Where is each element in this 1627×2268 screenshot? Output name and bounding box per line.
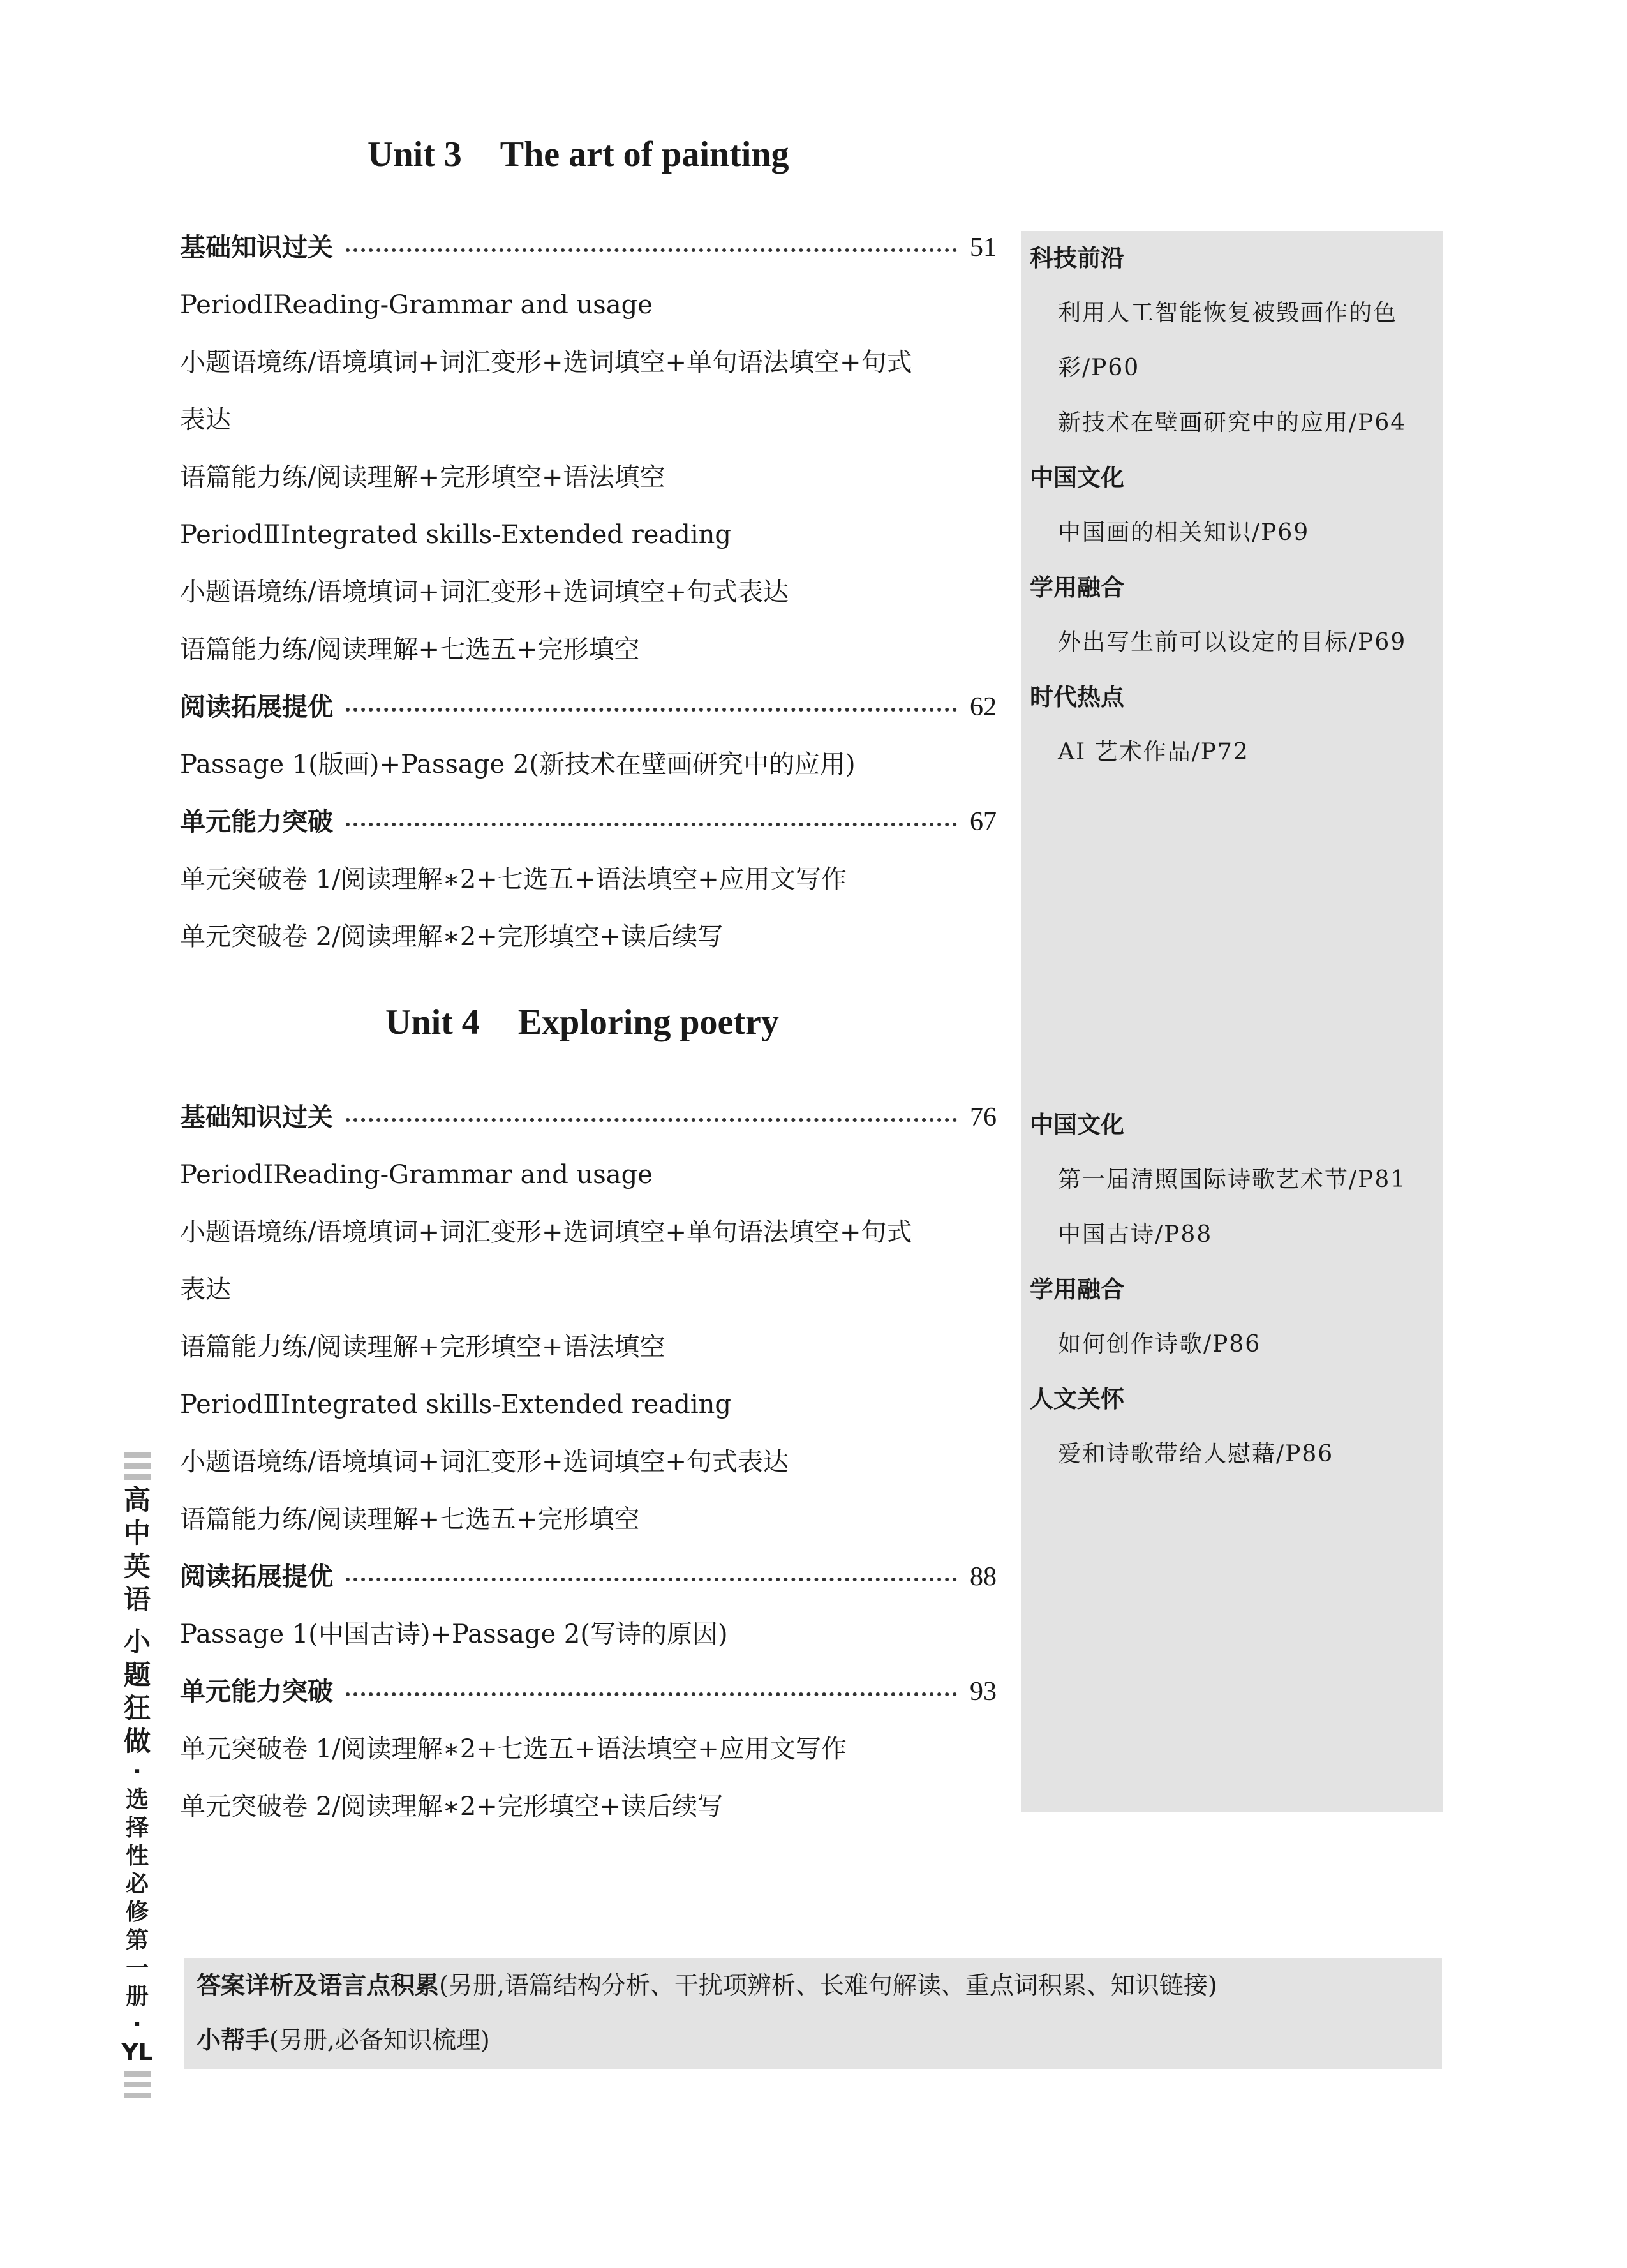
toc-line: 小题语境练/语境填词+词汇变形+选词填空+单句语法填空+句式 xyxy=(180,348,912,377)
unit-3-name: The art of painting xyxy=(500,135,789,174)
toc-page-number: 62 xyxy=(970,692,997,722)
toc-line: 语篇能力练/阅读理解+七选五+完形填空 xyxy=(180,1505,640,1534)
toc-heading: 阅读拓展提优 xyxy=(180,692,333,722)
sidebar-item[interactable]: 中国画的相关知识/P69 xyxy=(1058,519,1310,546)
period-label: Period xyxy=(180,520,264,549)
unit-3-title xyxy=(368,134,789,175)
sidebar-category: 学用融合 xyxy=(1030,1276,1124,1303)
leader-dots xyxy=(346,1692,957,1696)
toc-page-number: 51 xyxy=(970,233,997,262)
period-text: Reading-Grammar and usage xyxy=(273,290,653,320)
sidebar-panel xyxy=(1021,231,1443,1812)
toc-period xyxy=(180,276,997,334)
toc-entry[interactable] xyxy=(180,1663,997,1720)
toc-entry[interactable] xyxy=(180,219,997,276)
toc-entry[interactable] xyxy=(180,793,997,851)
leader-dots xyxy=(346,248,957,252)
period-roman: Ⅰ xyxy=(263,1160,274,1190)
toc-line: 表达 xyxy=(180,1275,231,1304)
toc-entry[interactable] xyxy=(180,1089,997,1146)
toc-line: 表达 xyxy=(180,405,231,435)
sidebar-item[interactable]: 利用人工智能恢复被毁画作的色 xyxy=(1058,300,1398,326)
toc-page-number: 93 xyxy=(970,1677,997,1706)
sidebar-item[interactable]: AI 艺术作品/P72 xyxy=(1058,739,1249,765)
period-text: Integrated skills-Extended reading xyxy=(280,1390,731,1419)
sidebar-category: 科技前沿 xyxy=(1030,244,1124,272)
toc-period xyxy=(180,1376,997,1433)
toc-heading: 阅读拓展提优 xyxy=(180,1562,333,1592)
toc-line: 小题语境练/语境填词+词汇变形+选词填空+句式表达 xyxy=(180,1447,789,1477)
period-text: Reading-Grammar and usage xyxy=(273,1160,653,1190)
toc-period xyxy=(180,506,997,563)
toc-heading: 单元能力突破 xyxy=(180,807,333,837)
toc-line: Passage 1(版画)+Passage 2(新技术在壁画研究中的应用) xyxy=(180,750,856,779)
spine-bars-top xyxy=(124,1452,151,1480)
sidebar-item[interactable]: 爱和诗歌带给人慰藉/P86 xyxy=(1058,1441,1334,1467)
spine-dot: · xyxy=(133,1759,142,1785)
sidebar-item[interactable]: 新技术在壁画研究中的应用/P64 xyxy=(1058,410,1407,436)
toc-entry[interactable] xyxy=(180,1548,997,1606)
toc-line: 小题语境练/语境填词+词汇变形+选词填空+句式表达 xyxy=(180,578,789,607)
toc-line: 小题语境练/语境填词+词汇变形+选词填空+单句语法填空+句式 xyxy=(180,1218,912,1247)
toc-page-number: 88 xyxy=(970,1562,997,1592)
toc-entry[interactable] xyxy=(180,678,997,736)
sidebar-category: 人文关怀 xyxy=(1030,1385,1124,1413)
toc-line: 语篇能力练/阅读理解+完形填空+语法填空 xyxy=(180,463,665,492)
sidebar-item[interactable]: 中国古诗/P88 xyxy=(1058,1221,1213,1248)
toc-line: 单元突破卷 1/阅读理解∗2+七选五+语法填空+应用文写作 xyxy=(180,865,847,894)
period-label: Period xyxy=(180,1160,264,1190)
spine-code: YL xyxy=(121,2040,153,2066)
spine-dot: · xyxy=(133,2011,142,2038)
sidebar-category: 时代热点 xyxy=(1030,683,1124,711)
toc-heading: 基础知识过关 xyxy=(180,1103,333,1132)
period-roman: Ⅱ xyxy=(263,520,281,549)
toc-heading: 基础知识过关 xyxy=(180,233,333,262)
period-text: Integrated skills-Extended reading xyxy=(280,520,731,549)
footer-heading: 答案详析及语言点积累 xyxy=(197,1971,440,1999)
leader-dots xyxy=(346,708,957,712)
toc-line: 语篇能力练/阅读理解+七选五+完形填空 xyxy=(180,635,640,664)
spine-title: 高中英语 xyxy=(123,1484,151,1615)
sidebar-item[interactable]: 彩/P60 xyxy=(1058,355,1140,381)
sidebar-item[interactable]: 第一届清照国际诗歌艺术节/P81 xyxy=(1058,1167,1407,1193)
spine-edition: 选择性必修第一册 xyxy=(125,1787,149,2010)
sidebar-category: 中国文化 xyxy=(1030,1111,1124,1138)
sidebar-category: 中国文化 xyxy=(1030,464,1124,491)
leader-dots xyxy=(346,1578,957,1581)
sidebar-category: 学用融合 xyxy=(1030,574,1124,601)
toc-line: Passage 1(中国古诗)+Passage 2(写诗的原因) xyxy=(180,1620,728,1649)
footer-heading: 小帮手 xyxy=(197,2026,270,2054)
toc-line: 单元突破卷 2/阅读理解∗2+完形填空+读后续写 xyxy=(180,1792,724,1821)
toc-page-number: 67 xyxy=(970,807,997,837)
period-roman: Ⅱ xyxy=(263,1390,281,1419)
leader-dots xyxy=(346,823,957,826)
footer-text: (另册,语篇结构分析、干扰项辨析、长难句解读、重点词积累、知识链接) xyxy=(439,1971,1217,1999)
toc-page-number: 76 xyxy=(970,1103,997,1132)
toc-line: 单元突破卷 2/阅读理解∗2+完形填空+读后续写 xyxy=(180,922,724,951)
footer-line-helper xyxy=(197,2013,490,2068)
period-label: Period xyxy=(180,1390,264,1419)
footer-notes xyxy=(184,1958,1442,2069)
sidebar-item[interactable]: 如何创作诗歌/P86 xyxy=(1058,1331,1261,1357)
toc-line: 单元突破卷 1/阅读理解∗2+七选五+语法填空+应用文写作 xyxy=(180,1735,847,1764)
unit-3-number: Unit 3 xyxy=(368,135,462,174)
unit-4-title xyxy=(385,1002,779,1043)
toc-period xyxy=(180,1146,997,1204)
footer-text: (另册,必备知识梳理) xyxy=(269,2026,490,2054)
period-label: Period xyxy=(180,290,264,320)
toc-heading: 单元能力突破 xyxy=(180,1677,333,1706)
book-spine-label xyxy=(121,1449,153,2102)
toc-line: 语篇能力练/阅读理解+完形填空+语法填空 xyxy=(180,1332,665,1362)
unit-4-name: Exploring poetry xyxy=(517,1003,779,1042)
spine-bars-bottom xyxy=(124,2071,151,2098)
sidebar-item[interactable]: 外出写生前可以设定的目标/P69 xyxy=(1058,629,1407,655)
leader-dots xyxy=(346,1118,957,1122)
footer-line-answers xyxy=(197,1958,1217,2013)
period-roman: Ⅰ xyxy=(263,290,274,320)
spine-subtitle: 小题狂做 xyxy=(123,1626,151,1757)
unit-4-number: Unit 4 xyxy=(385,1003,480,1042)
